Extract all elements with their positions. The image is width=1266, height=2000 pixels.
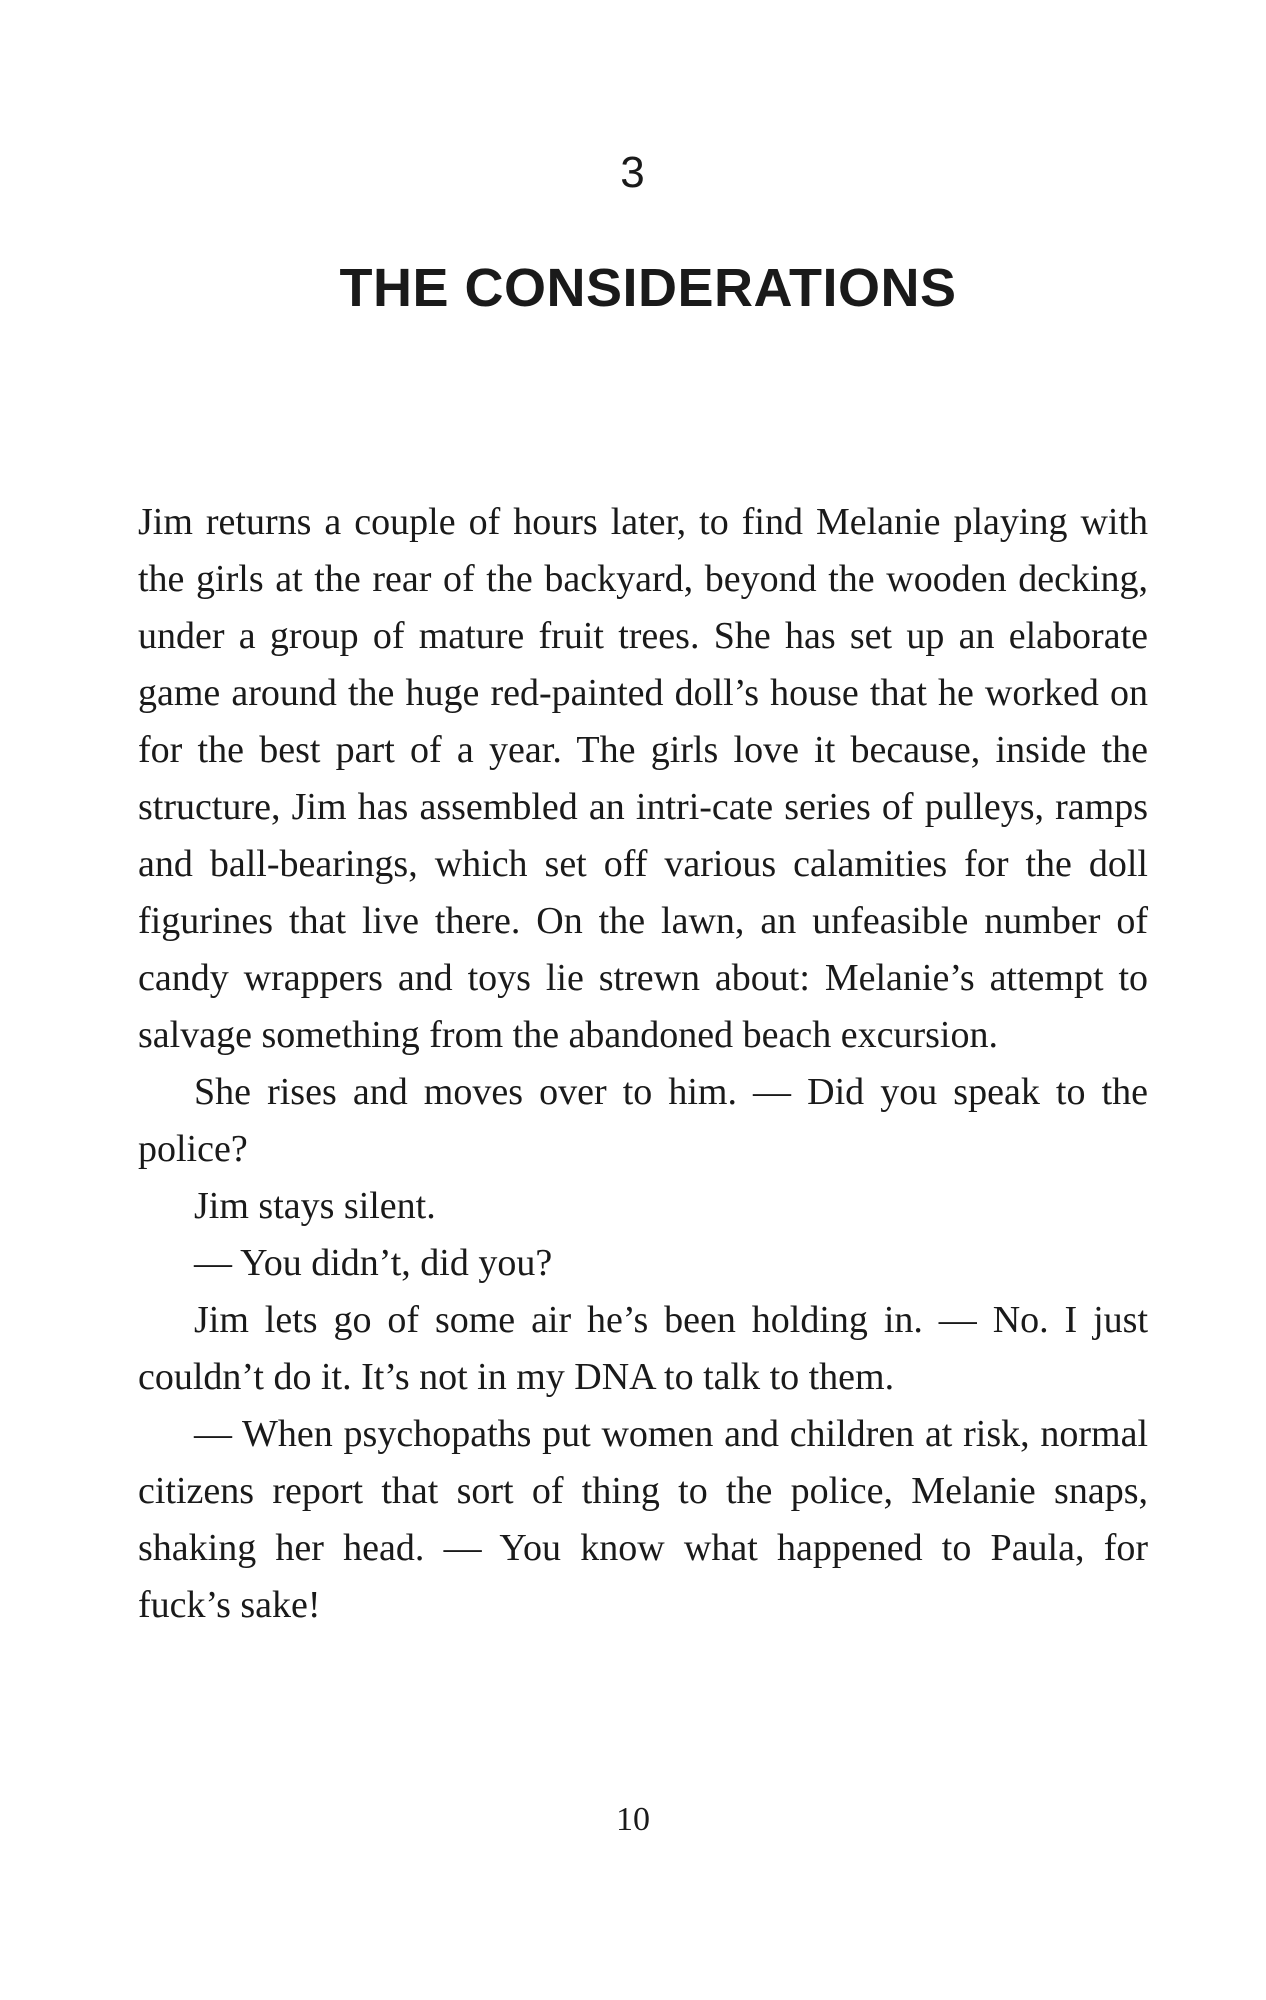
paragraph: Jim stays silent. xyxy=(194,1185,436,1227)
paragraph: — When psychopaths put women and children at risk, normal citizens report that sort of thing to the police, Melanie snaps, shaking her head. — You know what happened to Paula, for fuck’s sake! xyxy=(138,1413,1148,1626)
page-number: 10 xyxy=(616,1801,650,1838)
chapter-title: THE CONSIDERATIONS xyxy=(339,258,957,318)
paragraph: Jim lets go of some air he’s been holding in. — No. I just couldn’t do it. It’s not in my DNA to talk to them. xyxy=(138,1299,1148,1398)
paragraph: — You didn’t, did you? xyxy=(194,1242,553,1284)
paragraph: She rises and moves over to him. — Did you speak to the police? xyxy=(138,1071,1148,1170)
body-text xyxy=(138,494,1148,1634)
chapter-number: 3 xyxy=(620,148,646,197)
paragraph-opening: Jim returns a couple of hours later, to find Melanie playing with the girls at the rear of the backyard, beyond the wooden decking, under a group of mature fruit trees. She has set up an elaborate game around the huge red-painted doll’s house that he worked on for the best part of a year. The girls love it because, inside the structure, Jim has assembled an intri-cate series of pulleys, ramps and ball-bearings, which set off various calamities for the doll figurines that live there. On the lawn, an unfeasible number of candy wrappers and toys lie strewn about: Melanie’s attempt to salvage something from the abandoned beach excursion. xyxy=(138,501,1148,1056)
